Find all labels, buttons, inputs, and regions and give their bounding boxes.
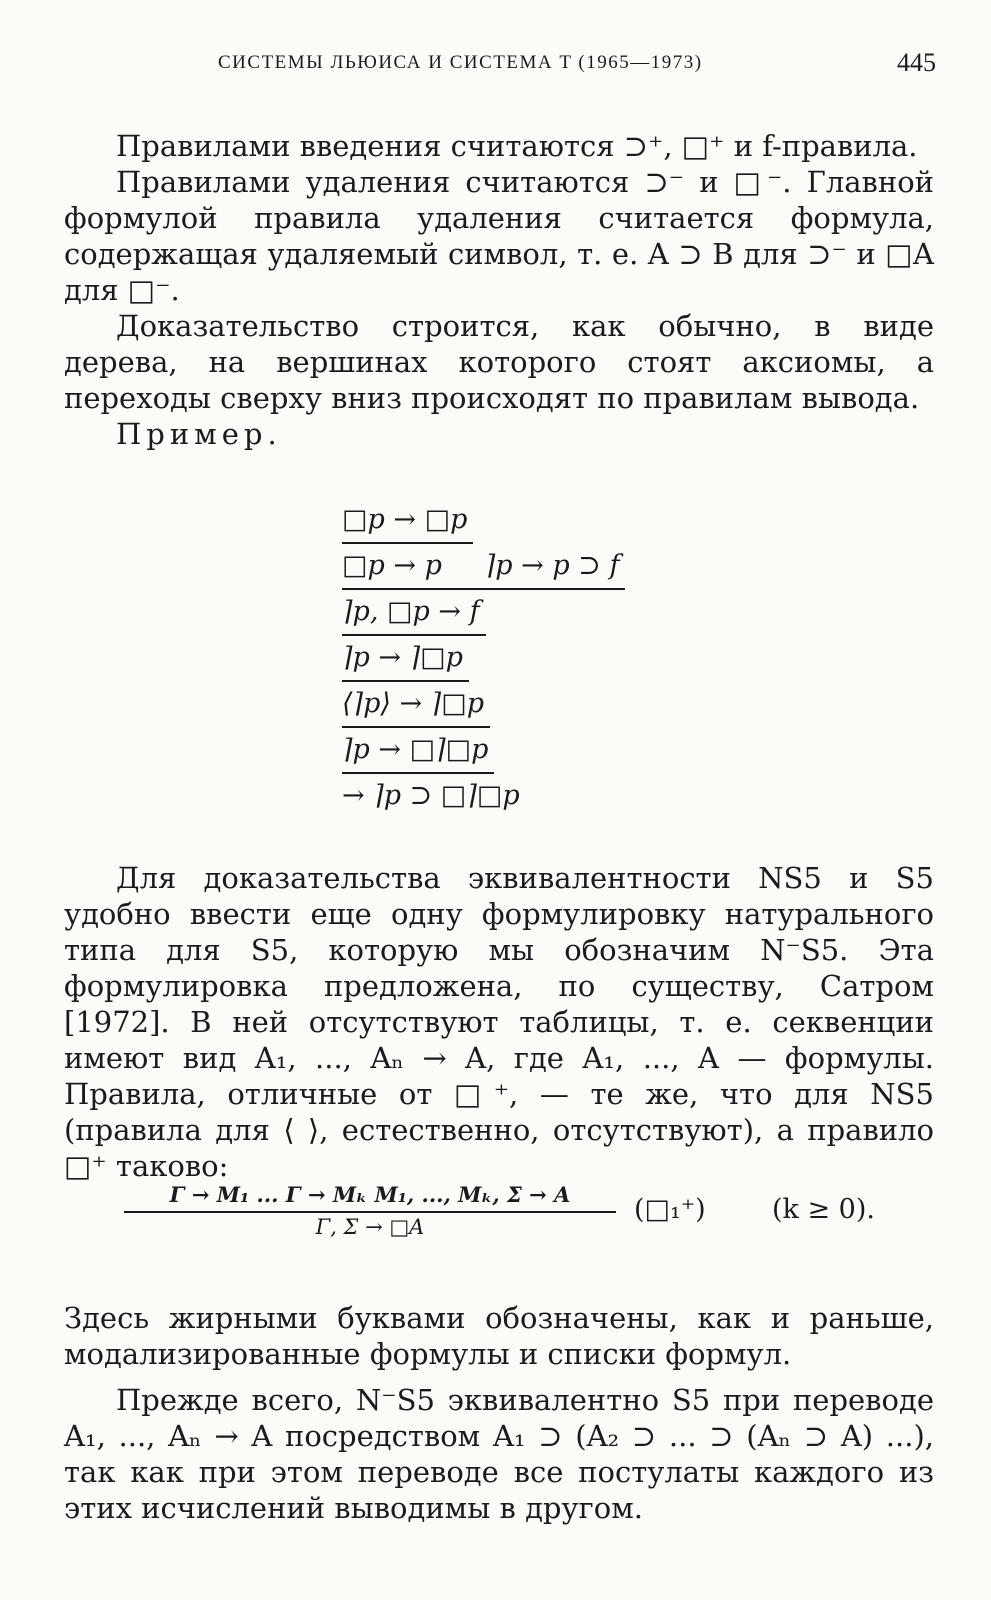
page-header [0,48,991,84]
running-title: СИСТЕМЫ ЛЬЮИСА И СИСТЕМА T (1965—1973) [218,52,703,73]
example-label: Пример. [116,417,282,451]
derivation-line: □p → p ⌉p → p ⊃ f [342,546,625,590]
box-introduction-rule [124,1182,884,1252]
paragraph-bold-letters: Здесь жирными буквами обозначены, как и раньше, модализированные формулы и списки формул. [64,1301,934,1371]
derivation-line: ⟨⌉p⟩ → ⌉□p [342,684,490,728]
derivation-line: □p → □p [342,500,473,544]
paragraph-ns5-equivalence: Для доказательства эквивалентности NS5 и S5 удобно ввести еще одну формулировку натурального типа для S5, которую мы обозначим N⁻S5. Эта формулировка предложена, по существу, Сатром [1972]. В ней отсутствуют таблицы, т. е. секвенции имеют вид A₁, ..., Aₙ → A, где A₁, ..., A — формулы. Правила, отличные от □⁺, — те же, что для NS5 (правила для ⟨ ⟩, естественно, отсутствуют), а правило □⁺ таково: [64,861,934,1183]
paragraph-proof-tree: Доказательство строится, как обычно, в виде дерева, на вершинах которого стоят аксиомы, а переходы сверху вниз происходят по правилам вывода. [64,309,934,415]
derivation-tree [342,500,702,822]
rule-numerator: Γ → M₁ ... Γ → Mₖ M₁, ..., Mₖ, Σ → A [124,1182,616,1213]
derivation-line: ⌉p → ⌉□p [342,638,469,682]
derivation-line: ⌉p → □⌉□p [342,730,494,774]
paragraph-elimination-rules: Правилами удаления считаются ⊃⁻ и □⁻. Главной формулой правила удаления считается формула, содержащая удаляемый символ, т. е. A ⊃ B для ⊃⁻ и □A для □⁻. [64,165,934,307]
rule-condition: (k ≥ 0). [772,1194,875,1225]
text-block-bottom [64,1300,934,1526]
rule-fraction [124,1182,616,1239]
derivation-line: ⌉p, □p → f [342,592,486,636]
rule-name: (□₁⁺) [634,1194,706,1225]
paragraph-translation: Прежде всего, N⁻S5 эквивалентно S5 при переводе A₁, ..., Aₙ → A посредством A₁ ⊃ (A₂ ⊃ ... ⊃ (Aₙ ⊃ A) ...), так как при этом переводе все постулаты каждого из этих исчислений выводимы в другом. [64,1383,934,1525]
text-block-top [64,128,934,452]
derivation-conclusion: → ⌉p ⊃ □⌉□p [342,780,520,811]
rule-denominator: Γ, Σ → □A [315,1215,425,1239]
paragraph-introduction-rules: Правилами введения считаются ⊃⁺, □⁺ и f-правила. [116,129,918,163]
page-number: 445 [897,48,936,77]
text-block-middle [64,860,934,1184]
